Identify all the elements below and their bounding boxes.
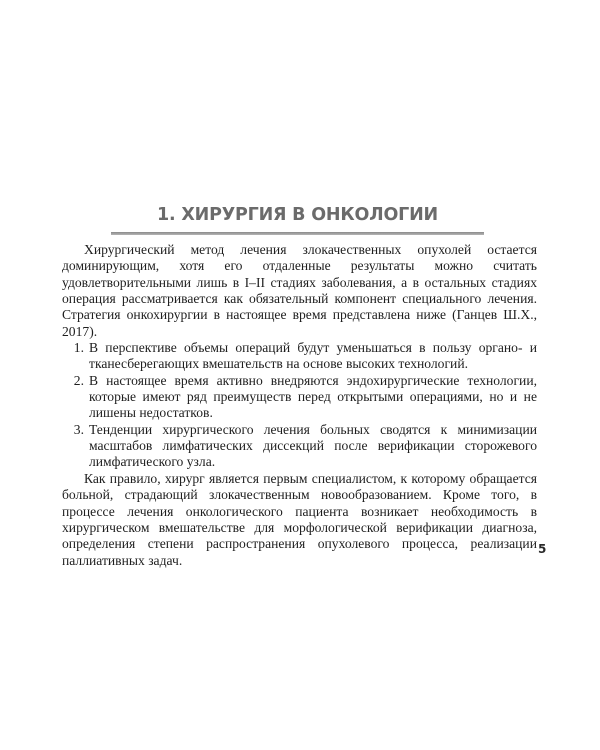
list-item-text: В настоящее время активно внедряются эндохирургические технологии, которые имеют ряд преимуществ перед открытыми операциями, но и не лишены недостатков.	[89, 372, 537, 421]
chapter-title: 1. ХИРУРГИЯ В ОНКОЛОГИИ	[157, 205, 438, 225]
intro-paragraph: Хирургический метод лечения злокачественных опухолей остается доминирующим, хотя его отдаленные результаты можно считать удовлетворительными лишь в I–II стадиях заболевания, а в остальных стадиях операция рассматривается как обязательный компонент специального лечения. Стратегия онкохирургии в настоящее время представлена ниже (Ганцев Ш.Х., 2017).	[62, 242, 537, 339]
list-item-number: 3.	[73, 421, 84, 437]
list-item	[62, 340, 537, 373]
list-item-text: Тенденции хирургического лечения больных сводятся к минимизации масштабов лимфатических диссекций после верификации сторожевого лимфатического узла.	[89, 421, 537, 470]
strategy-list	[62, 340, 537, 471]
list-item-text: В перспективе объемы операций будут уменьшаться в пользу органо- и тканесберегающих вмешательств на основе высоких технологий.	[89, 340, 537, 372]
chapter-body	[62, 242, 537, 569]
page-number: 5	[538, 542, 547, 556]
list-item-number: 1.	[73, 340, 84, 356]
closing-paragraph: Как правило, хирург является первым специалистом, к которому обращается больной, страдающий злокачественным новообразованием. Кроме того, в процессе лечения онкологического пациента возникает необходимость в хирургическом вмешательстве для морфологической верификации диагноза, определения степени распространения опухолевого процесса, реализации паллиативных задач.	[62, 470, 537, 568]
list-item	[62, 373, 537, 422]
list-item	[62, 422, 537, 471]
title-underline-rule	[111, 232, 484, 235]
list-item-number: 2.	[73, 372, 84, 388]
